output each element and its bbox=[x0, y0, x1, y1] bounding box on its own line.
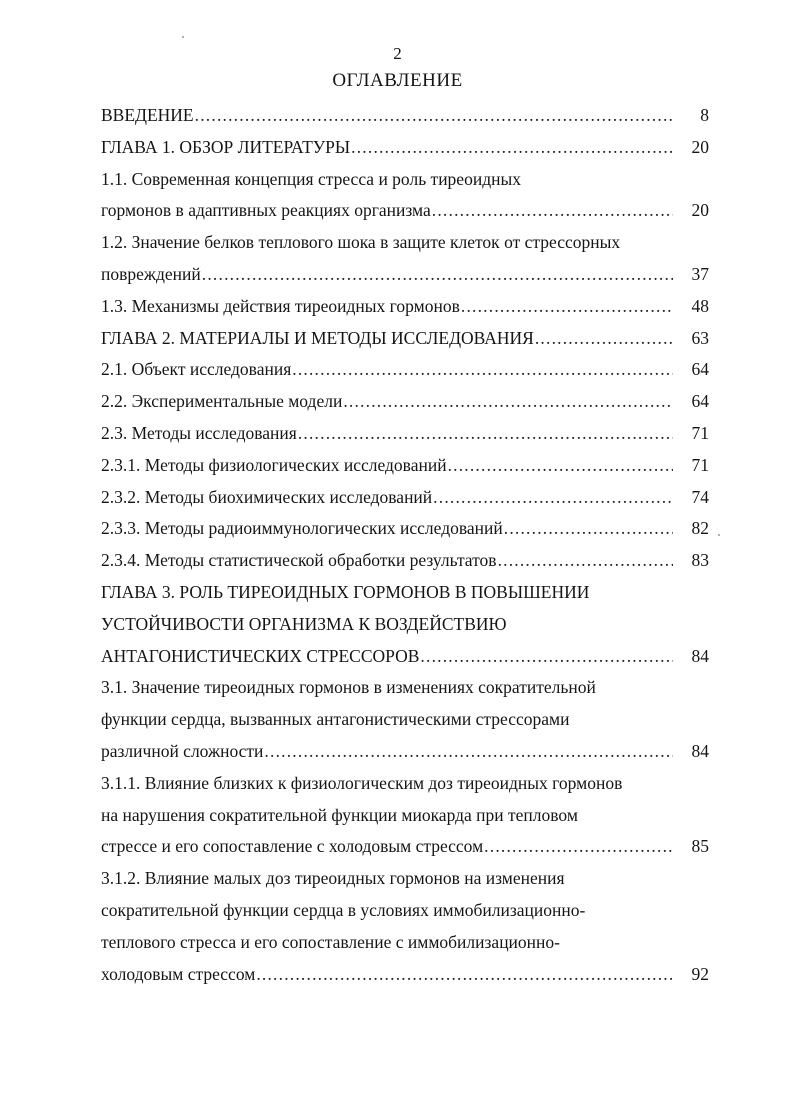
dot-leader bbox=[264, 736, 673, 768]
toc-entry-text: УСТОЙЧИВОСТИ ОРГАНИЗМА К ВОЗДЕЙСТВИЮ bbox=[101, 613, 507, 634]
toc-entry-line bbox=[101, 132, 709, 164]
toc-entry-text: 2.2. Экспериментальные модели bbox=[101, 391, 343, 412]
toc-entry-text: функции сердца, вызванных антагонистическими стрессорами bbox=[101, 709, 570, 730]
toc-entry-text: ГЛАВА 2. МАТЕРИАЛЫ И МЕТОДЫ ИССЛЕДОВАНИЯ bbox=[101, 327, 534, 348]
toc-entry-text: ГЛАВА 3. РОЛЬ ТИРЕОИДНЫХ ГОРМОНОВ В ПОВЫШЕНИИ bbox=[101, 581, 590, 602]
toc-entry-line bbox=[101, 959, 709, 991]
toc-entry bbox=[101, 227, 709, 291]
toc-entry-line bbox=[101, 545, 709, 577]
dot-leader bbox=[298, 418, 673, 450]
toc-entry-text: на нарушения сократительной функции миокарда при тепловом bbox=[101, 804, 578, 825]
toc-entry-text: 2.1. Объект исследования bbox=[101, 359, 292, 380]
toc-entry-line bbox=[101, 291, 709, 323]
dot-leader bbox=[433, 482, 673, 514]
toc-entry-line bbox=[101, 450, 709, 482]
toc-entry-line bbox=[101, 386, 709, 418]
toc-entry bbox=[101, 386, 709, 418]
toc-entry-text: стрессе и его сопоставление с холодовым стрессом bbox=[101, 836, 484, 857]
page-number: 2 bbox=[393, 44, 402, 63]
toc-entry-line bbox=[101, 418, 709, 450]
dot-leader bbox=[484, 831, 673, 863]
toc-entry-page: 83 bbox=[691, 550, 709, 571]
toc-entry bbox=[101, 100, 709, 132]
toc-entry-text: 1.1. Современная концепция стресса и роль тиреоидных bbox=[101, 168, 521, 189]
toc-entry-line bbox=[101, 482, 709, 514]
toc-entry-text: 2.3. Методы исследования bbox=[101, 422, 297, 443]
scan-speck bbox=[718, 534, 720, 536]
toc-entry-line bbox=[101, 513, 709, 545]
toc-entry-text: 3.1.2. Влияние малых доз тиреоидных гормонов на изменения bbox=[101, 868, 565, 889]
toc-entry-text: сократительной функции сердца в условиях иммобилизационно- bbox=[101, 899, 586, 920]
toc-entry-text: ГЛАВА 1. ОБЗОР ЛИТЕРАТУРЫ bbox=[101, 136, 351, 157]
toc-entry-text: 2.3.1. Методы физиологических исследований bbox=[101, 454, 447, 475]
toc-entry-text: теплового стресса и его сопоставление с иммобилизационно- bbox=[101, 931, 560, 952]
toc-entry-line bbox=[101, 736, 709, 768]
toc-entry bbox=[101, 863, 709, 990]
toc-entry-text: АНТАГОНИСТИЧЕСКИХ СТРЕССОРОВ bbox=[101, 645, 420, 666]
toc-entry-text: различной сложности bbox=[101, 740, 264, 761]
dot-leader bbox=[461, 291, 673, 323]
toc-entry bbox=[101, 323, 709, 355]
toc-entry-text: 1.3. Механизмы действия тиреоидных гормонов bbox=[101, 295, 460, 316]
dot-leader bbox=[498, 545, 673, 577]
toc-entry-page: 20 bbox=[691, 200, 709, 221]
toc-entry-line bbox=[101, 323, 709, 355]
toc-entry bbox=[101, 672, 709, 767]
toc-entry bbox=[101, 513, 709, 545]
dot-leader bbox=[448, 450, 673, 482]
toc-entry-text: ВВЕДЕНИЕ bbox=[101, 105, 194, 125]
toc-entry bbox=[101, 768, 709, 863]
toc-entry-page: 37 bbox=[691, 263, 709, 284]
toc-entry-text: 3.1.1. Влияние близких к физиологическим доз тиреоидных гормонов bbox=[101, 772, 623, 793]
dot-leader bbox=[351, 132, 673, 164]
toc-entry-page: 84 bbox=[691, 645, 709, 666]
toc-entry bbox=[101, 291, 709, 323]
toc-entry bbox=[101, 545, 709, 577]
toc-entry-page: 84 bbox=[691, 740, 709, 761]
toc-entry-page: 85 bbox=[691, 836, 709, 857]
toc-entry-page: 20 bbox=[691, 136, 709, 157]
toc-entry-page: 48 bbox=[691, 295, 709, 316]
toc-entry bbox=[101, 354, 709, 386]
table-of-contents bbox=[101, 100, 709, 990]
toc-entry-line bbox=[101, 354, 709, 386]
page-title: ОГЛАВЛЕНИЕ bbox=[332, 70, 463, 91]
toc-entry-line bbox=[101, 259, 709, 291]
toc-entry-page: 82 bbox=[691, 518, 709, 539]
toc-entry-page: 74 bbox=[691, 486, 709, 507]
toc-entry bbox=[101, 482, 709, 514]
toc-entry-page: 64 bbox=[691, 359, 709, 380]
toc-entry-text: 2.3.4. Методы статистической обработки результатов bbox=[101, 550, 497, 571]
dot-leader bbox=[420, 641, 673, 673]
toc-entry-text: холодовым стрессом bbox=[101, 963, 256, 984]
toc-entry-line bbox=[101, 100, 709, 132]
toc-entry-page: 92 bbox=[691, 963, 709, 984]
toc-entry-text: повреждений bbox=[101, 263, 201, 284]
toc-entry-text: 2.3.2. Методы биохимических исследований bbox=[101, 486, 433, 507]
toc-entry-page: 64 bbox=[691, 391, 709, 412]
toc-entry-text: гормонов в адаптивных реакциях организма bbox=[101, 200, 431, 221]
toc-entry-line bbox=[101, 641, 709, 673]
dot-leader bbox=[256, 959, 673, 991]
toc-entry-page: 71 bbox=[691, 454, 709, 475]
toc-entry-line bbox=[101, 831, 709, 863]
dot-leader bbox=[504, 513, 673, 545]
toc-entry bbox=[101, 132, 709, 164]
dot-leader bbox=[292, 354, 673, 386]
dot-leader bbox=[535, 323, 673, 355]
toc-entry-page: 8 bbox=[700, 105, 709, 125]
toc-entry bbox=[101, 577, 709, 672]
toc-entry-page: 71 bbox=[691, 422, 709, 443]
dot-leader bbox=[343, 386, 673, 418]
toc-entry-text: 3.1. Значение тиреоидных гормонов в изменениях сократительной bbox=[101, 677, 596, 698]
toc-entry-text: 2.3.3. Методы радиоиммунологических исследований bbox=[101, 518, 503, 539]
toc-entry-text: 1.2. Значение белков теплового шока в защите клеток от стрессорных bbox=[101, 232, 621, 253]
toc-entry bbox=[101, 164, 709, 228]
toc-entry-line bbox=[101, 195, 709, 227]
dot-leader bbox=[195, 100, 673, 132]
toc-entry-page: 63 bbox=[691, 327, 709, 348]
scan-speck bbox=[182, 36, 184, 38]
toc-entry bbox=[101, 450, 709, 482]
toc-entry bbox=[101, 418, 709, 450]
dot-leader bbox=[432, 195, 673, 227]
dot-leader bbox=[202, 259, 673, 291]
